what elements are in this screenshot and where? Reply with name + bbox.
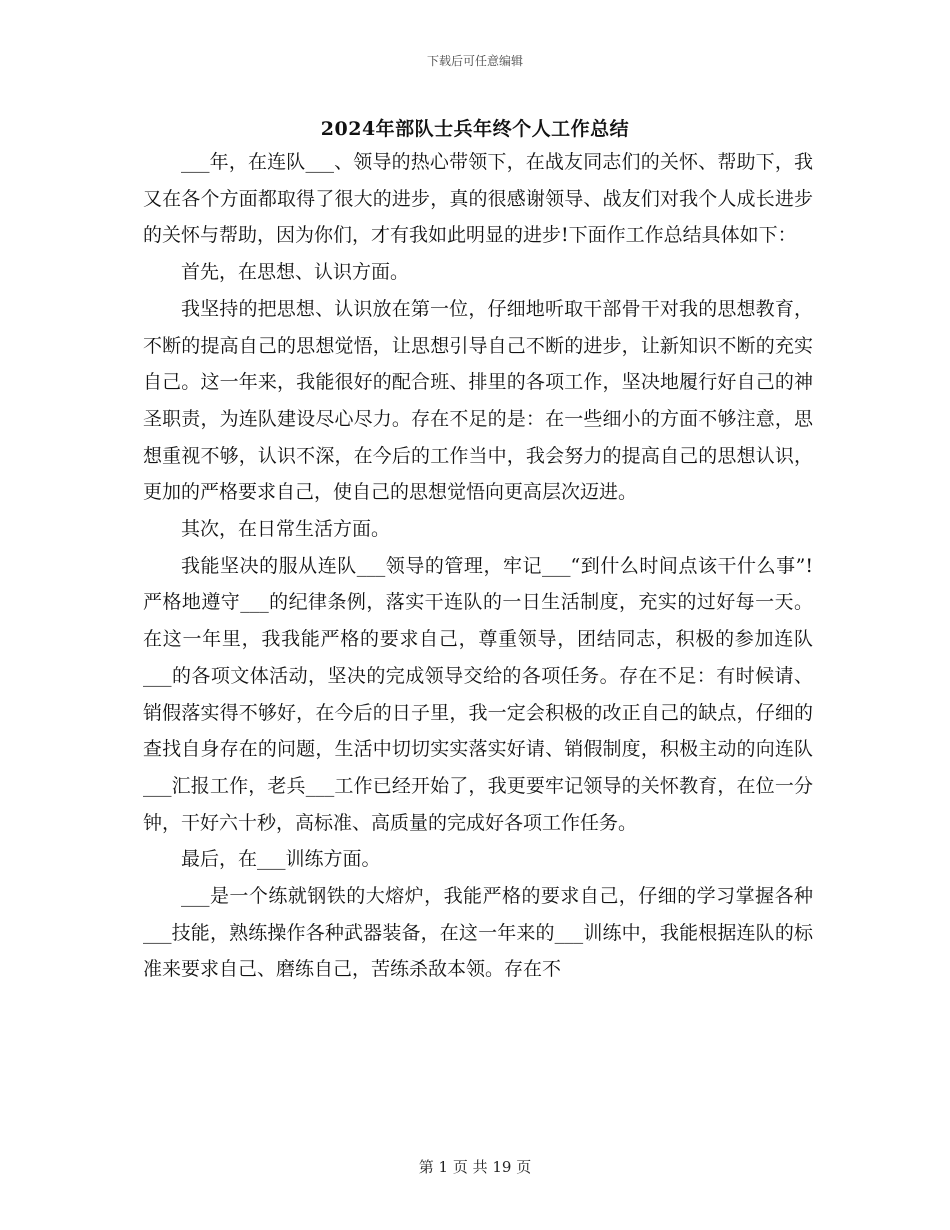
paragraph-heading-thought: 首先，在思想、认识方面。 bbox=[181, 261, 410, 284]
document-body bbox=[143, 144, 813, 988]
paragraph-daily-life: 我能坚决的服从连队___领导的管理，牢记___“到什么时间点该干什么事”!严格地遵守___的纪律条例，落实干连队的一日生活制度，充实的过好每一天。在这一年里，我我能严格的要求自己，尊重领导，团结同志，积极的参加连队___的各项文体活动，坚决的完成领导交给的各项任务。存在不足：有时候请、销假落实得不够好，在今后的日子里，我一定会积极的改正自己的缺点，仔细的查找自身存在的问题，生活中切切实实落实好请、销假制度，积极主动的向连队___汇报工作，老兵___工作已经开始了，我更要牢记领导的关怀教育，在位一分钟，干好六十秒，高标准、高质量的完成好各项工作任务。 bbox=[143, 554, 813, 834]
paragraph-heading-training: 最后，在___训练方面。 bbox=[181, 848, 381, 871]
page-number-footer: 第 1 页 共 19 页 bbox=[418, 1158, 532, 1176]
paragraph-thought: 我坚持的把思想、认识放在第一位，仔细地听取干部骨干对我的思想教育，不断的提高自己的思想觉悟，让思想引导自己不断的进步，让新知识不断的充实自己。这一年来，我能很好的配合班、排里的各项工作，坚决地履行好自己的神圣职责，为连队建设尽心尽力。存在不足的是：在一些细小的方面不够注意，思想重视不够，认识不深，在今后的工作当中，我会努力的提高自己的思想认识，更加的严格要求自己，使自己的思想觉悟向更高层次迈进。 bbox=[143, 297, 813, 504]
document-title: 2024年部队士兵年终个人工作总结 bbox=[320, 118, 630, 140]
page-header-note: 下载后可任意编辑 bbox=[426, 54, 523, 68]
paragraph-intro: ___年，在连队___、领导的热心带领下，在战友同志们的关怀、帮助下，我又在各个方面都取得了很大的进步，真的很感谢领导、战友们对我个人成长进步的关怀与帮助，因为你们，才有我如此明显的进步!下面作工作总结具体如下： bbox=[143, 151, 813, 247]
paragraph-training: ___是一个练就钢铁的大熔炉，我能严格的要求自己，仔细的学习掌握各种___技能，熟练操作各种武器装备，在这一年来的___训练中，我能根据连队的标准来要求自己、磨练自己，苦练杀敌本领。存在不 bbox=[143, 885, 813, 981]
paragraph-heading-daily-life: 其次，在日常生活方面。 bbox=[181, 518, 391, 541]
